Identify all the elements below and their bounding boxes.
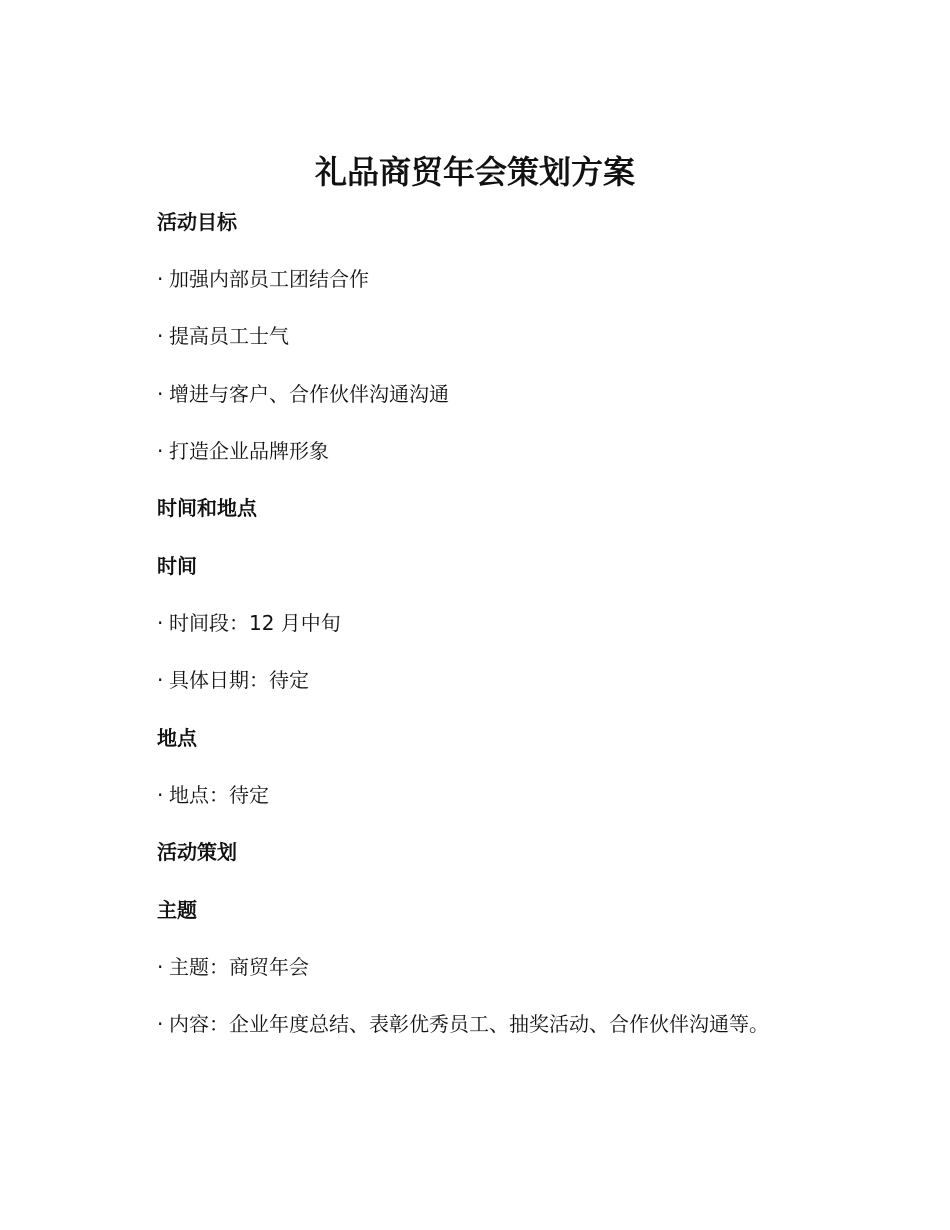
list-item — [157, 665, 857, 695]
list-item-text: 主题：商贸年会 — [169, 955, 309, 979]
list-item-text: 时间段：12 月中旬 — [169, 611, 341, 635]
section-heading-planning: 活动策划 — [157, 840, 237, 864]
list-item-text: 增进与客户、合作伙伴沟通沟通 — [169, 382, 449, 406]
list-item — [157, 952, 857, 982]
list-item — [157, 379, 857, 409]
bullet-marker: · — [157, 1012, 164, 1036]
bullet-marker: · — [157, 324, 164, 348]
document-title: 礼品商贸年会策划方案 — [314, 153, 635, 191]
list-item-text: 地点：待定 — [169, 783, 269, 807]
list-item-text: 内容：企业年度总结、表彰优秀员工、抽奖活动、合作伙伴沟通等。 — [169, 1012, 769, 1036]
list-item-text: 提高员工士气 — [169, 324, 289, 348]
list-item-text: 具体日期：待定 — [169, 668, 309, 692]
bullet-marker: · — [157, 267, 164, 291]
list-item — [157, 436, 857, 466]
list-item-text: 加强内部员工团结合作 — [169, 267, 369, 291]
list-item — [157, 1009, 857, 1039]
bullet-marker: · — [157, 783, 164, 807]
section-heading-time-place: 时间和地点 — [157, 496, 257, 520]
list-item — [157, 780, 857, 810]
bullet-marker: · — [157, 955, 164, 979]
bullet-marker: · — [157, 382, 164, 406]
list-item — [157, 264, 857, 294]
subsection-heading-theme: 主题 — [157, 898, 197, 922]
list-item — [157, 321, 857, 351]
list-item — [157, 608, 857, 638]
section-heading-goals: 活动目标 — [157, 210, 237, 234]
list-item-text: 打造企业品牌形象 — [169, 439, 329, 463]
bullet-marker: · — [157, 611, 164, 635]
bullet-marker: · — [157, 668, 164, 692]
subsection-heading-time: 时间 — [157, 554, 197, 578]
subsection-heading-place: 地点 — [157, 726, 197, 750]
bullet-marker: · — [157, 439, 164, 463]
